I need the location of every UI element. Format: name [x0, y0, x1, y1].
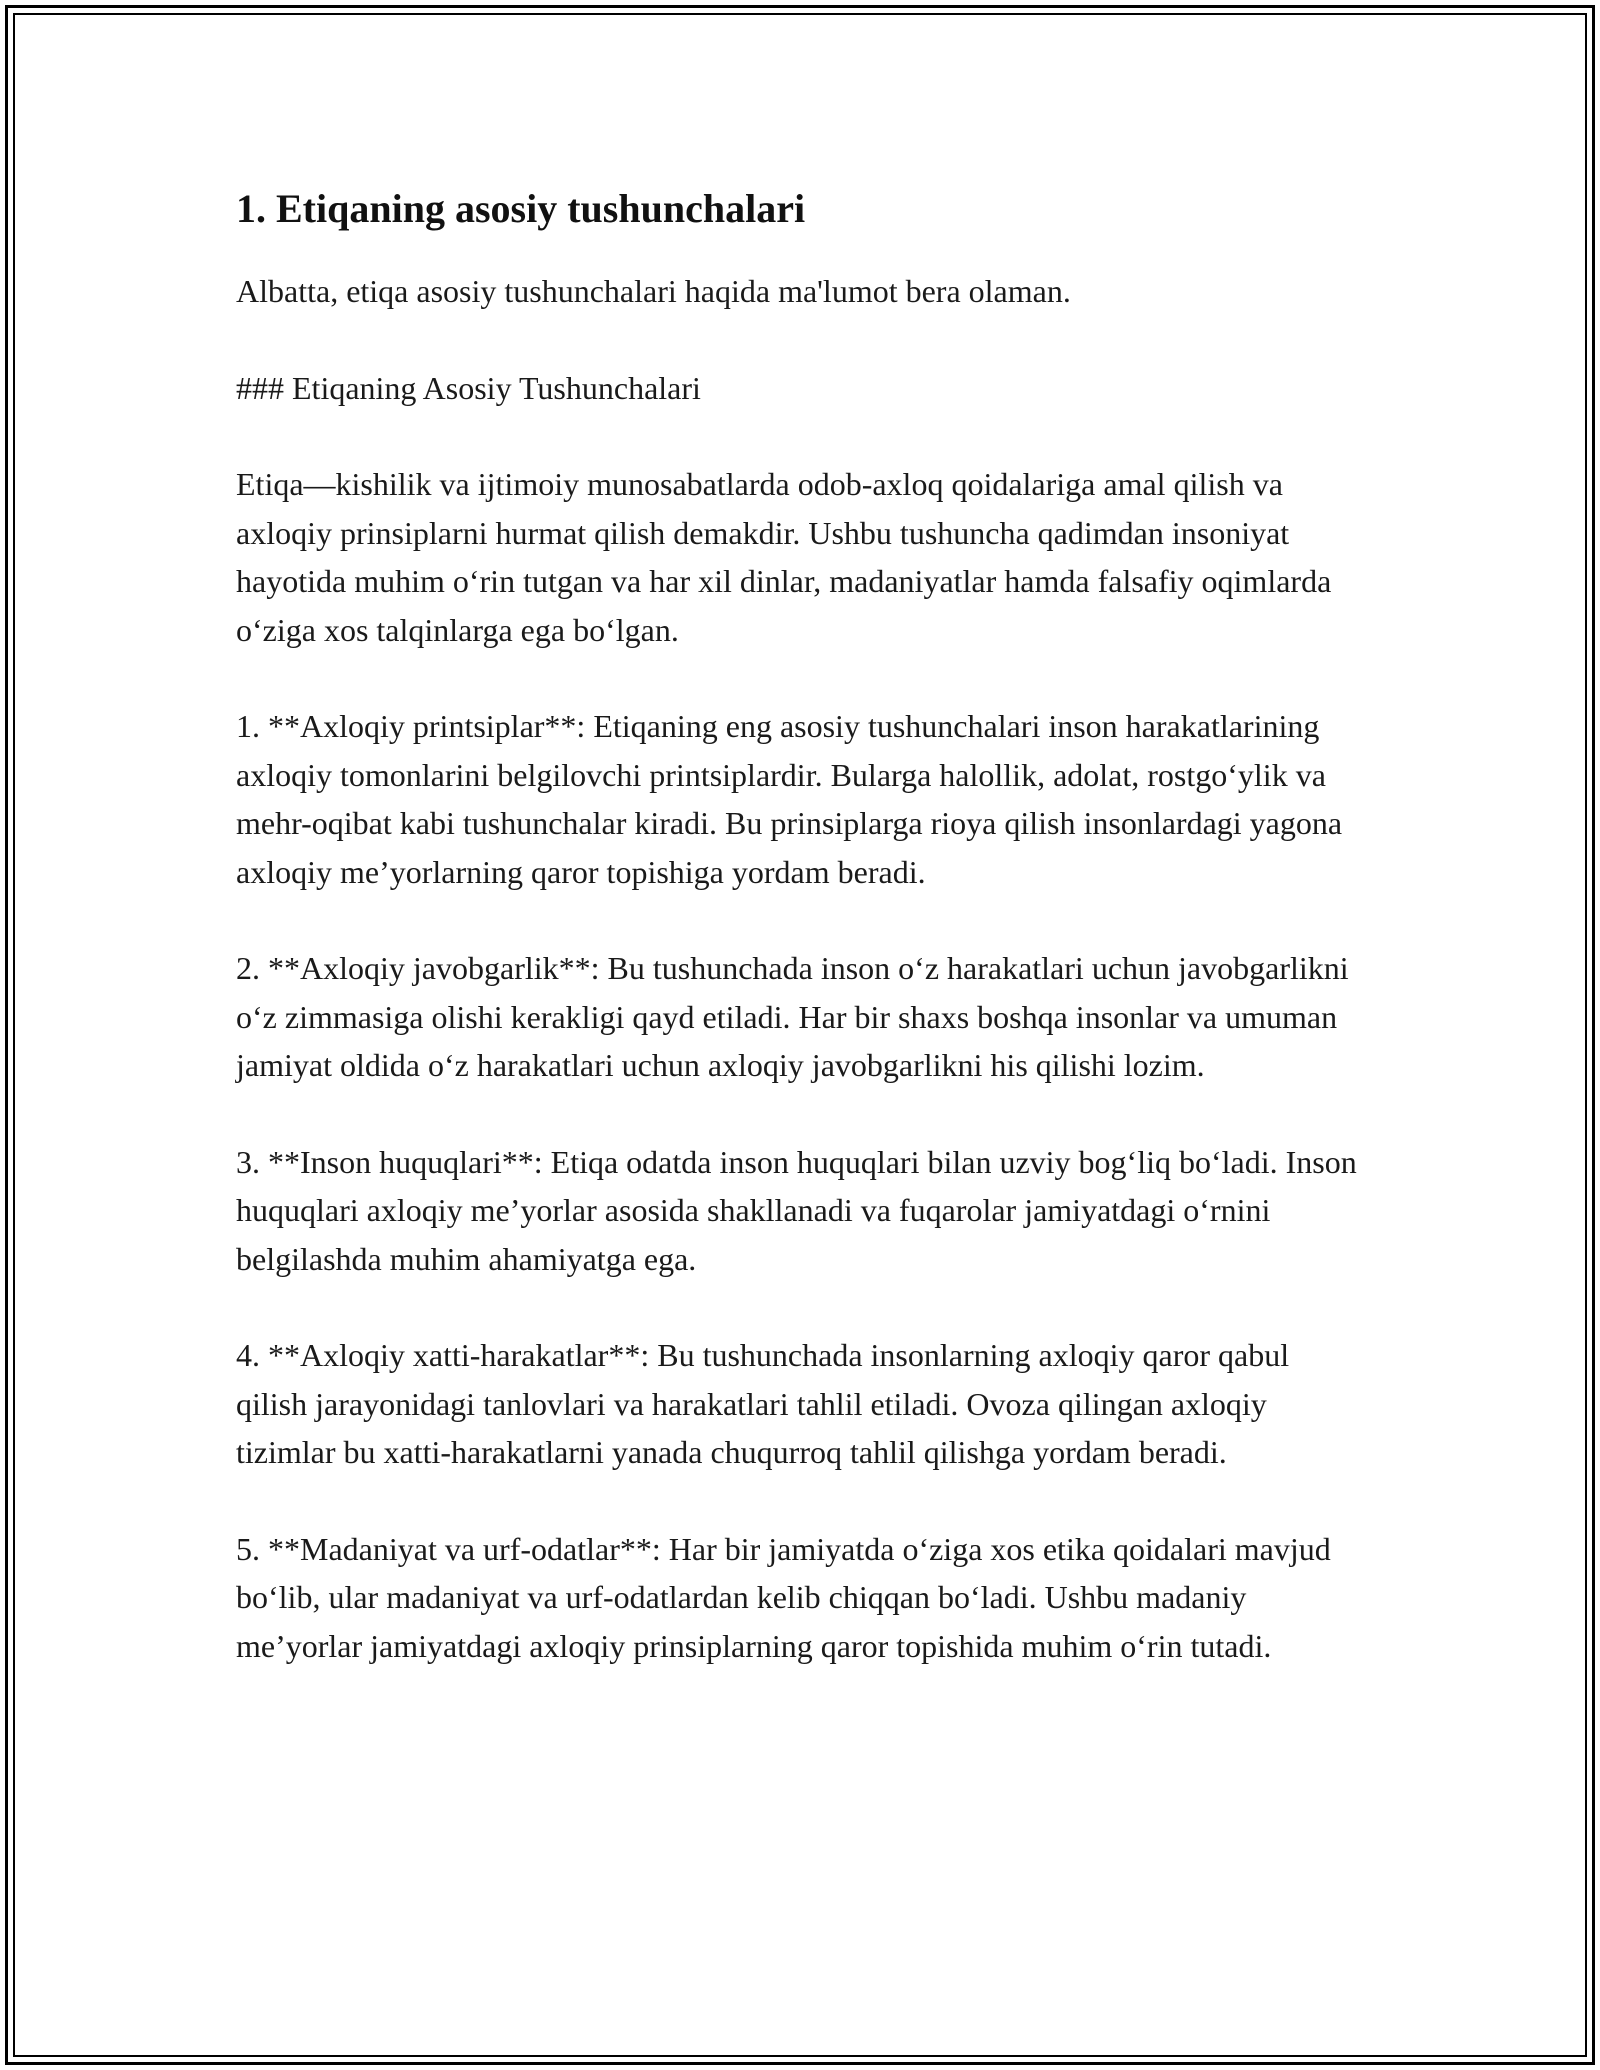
list-item-1: 1. **Axloqiy printsiplar**: Etiqaning eng asosiy tushunchalari inson harakatlarining axloqiy tomonlarini belgilovchi printsiplardir. Bularga halollik, adolat, rostgoʻylik va mehr-oqibat kabi tushunchalar kiradi. Bu prinsiplarga rioya qilish insonlardagi yagona axloqiy me’yorlarning qaror topishiga yordam beradi.	[236, 708, 1343, 890]
list-item-3: 3. **Inson huquqlari**: Etiqa odatda inson huquqlari bilan uzviy bogʻliq boʻladi. Inson huquqlari axloqiy me’yorlar asosida shakllanadi va fuqarolar jamiyatdagi oʻrnini belgilashda muhim ahamiyatga ega.	[236, 1143, 1357, 1277]
document-body	[236, 185, 1366, 1718]
list-item-5: 5. **Madaniyat va urf-odatlar**: Har bir jamiyatda oʻziga xos etika qoidalari mavjud boʻlib, ular madaniyat va urf-odatlardan kelib chiqqan boʻladi. Ushbu madaniy me’yorlar jamiyatdagi axloqiy prinsiplarning qaror topishida muhim oʻrin tutadi.	[236, 1530, 1331, 1664]
list-item-4: 4. **Axloqiy xatti-harakatlar**: Bu tushunchada insonlarning axloqiy qaror qabul qilish jarayonidagi tanlovlari va harakatlari tahlil etiladi. Ovoza qilingan axloqiy tizimlar bu xatti-harakatlarni yanada chuqurroq tahlil qilishga yordam beradi.	[236, 1337, 1290, 1470]
definition-paragraph: Etiqa—kishilik va ijtimoiy munosabatlarda odob-axloq qoidalariga amal qilish va axloqiy prinsiplarni hurmat qilish demakdir. Ushbu tushuncha qadimdan insoniyat hayotida muhim oʻrin tutgan va har xil dinlar, madaniyatlar hamda falsafiy oqimlarda oʻziga xos talqinlarga ega boʻlgan.	[236, 466, 1332, 648]
section-heading-text: ### Etiqaning Asosiy Tushunchalari	[236, 369, 701, 406]
intro-paragraph: Albatta, etiqa asosiy tushunchalari haqida ma'lumot bera olaman.	[236, 273, 1071, 309]
list-item-2: 2. **Axloqiy javobgarlik**: Bu tushunchada inson oʻz harakatlari uchun javobgarlikni oʻz zimmasiga olishi kerakligi qayd etiladi. Har bir shaxs boshqa insonlar va umuman jamiyat oldida oʻz harakatlari uchun axloqiy javobgarlikni his qilishi lozim.	[236, 950, 1349, 1083]
document-title: 1. Etiqaning asosiy tushunchalari	[236, 186, 806, 231]
